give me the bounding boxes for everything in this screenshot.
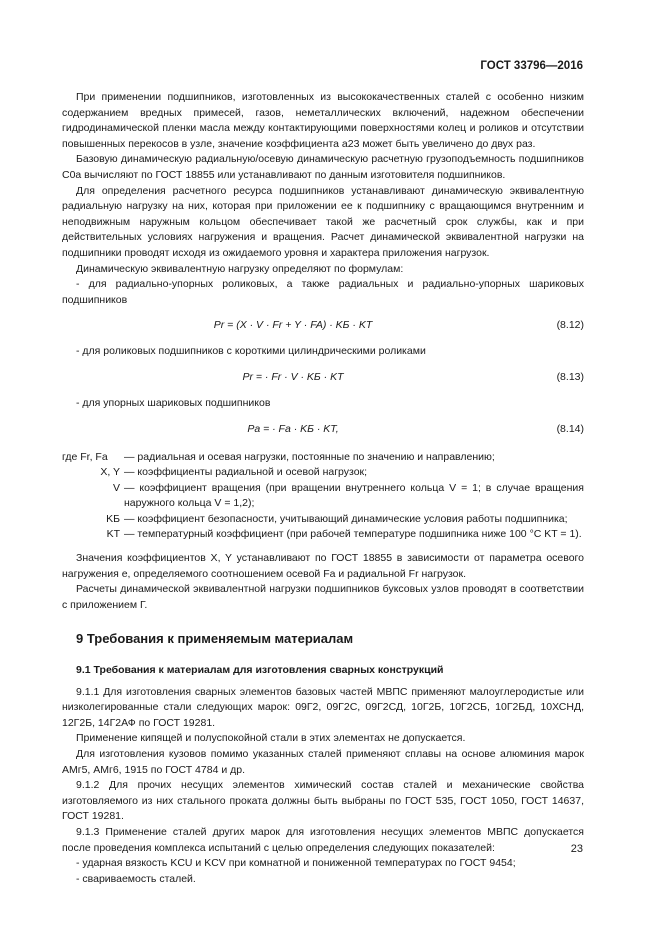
formula-number: (8.13) [556, 370, 584, 383]
page-number: 23 [570, 843, 583, 855]
list-item: - свариваемость сталей. [76, 872, 196, 885]
definition-symbol: V [112, 481, 120, 494]
paragraph: Расчеты динамической эквивалентной нагрузки подшипников буксовых узлов проводят в соответствии с приложением Г. [62, 583, 584, 611]
formula-expression: Pr = (X · V · Fr + Y · FA) · KБ · KT [213, 319, 373, 332]
definition-symbol: KT [106, 528, 120, 541]
formula-8-12 [62, 308, 584, 344]
definition-symbol: KБ [106, 512, 120, 525]
list-item: - для роликовых подшипников с короткими цилиндрическими роликами [76, 345, 426, 358]
definition-text: — коэффициенты радиальной и осевой нагрузок; [124, 466, 368, 479]
definition-row [62, 481, 584, 512]
list-item: - для радиально-упорных роликовых, а также радиальных и радиально-упорных шариковых подшипников [62, 278, 584, 306]
definition-text: — температурный коэффициент (при рабочей температуре подшипника ниже 100 °C KT = 1). [124, 528, 582, 541]
formula-expression: Pa = · Fa · KБ · KT, [247, 422, 339, 435]
definitions-list [62, 450, 584, 544]
definition-row [62, 465, 584, 481]
subsection-heading: 9.1 Требования к материалам для изготовления сварных конструкций [76, 664, 444, 677]
list-item: - ударная вязкость KCU и KCV при комнатной и пониженной температурах по ГОСТ 9454; [76, 857, 516, 870]
paragraph: 9.1.2 Для прочих несущих элементов химический состав сталей и механические свойства изготовляемого из них стального проката должны быть выбраны по ГОСТ 535, ГОСТ 1050, ГОСТ 14637, ГОСТ 19281. [62, 779, 584, 823]
section-heading: 9 Требования к применяемым материалам [76, 631, 354, 647]
definition-text: — коэффициент вращения (при вращении внутреннего кольца V = 1; в случае вращения наружного кольца V = 1,2); [124, 481, 584, 510]
definition-row [62, 527, 584, 543]
paragraph: Базовую динамическую радиальную/осевую динамическую расчетную грузоподъемность подшипников C0a вычисляют по ГОСТ 18855 или устанавливают по данным изготовителя подшипников. [62, 153, 584, 181]
page-content [62, 90, 584, 887]
paragraph: Применение кипящей и полуспокойной стали в этих элементах не допускается. [76, 732, 466, 745]
definition-text: — радиальная и осевая нагрузки, постоянные по значению и направлению; [124, 450, 495, 463]
paragraph: 9.1.1 Для изготовления сварных элементов базовых частей МВПС применяют малоуглеродистые или низколегированные стали следующих марок: 09Г2, 09Г2С, 09Г2СД, 10Г2Б, 10Г2СБ, 10Г2БД, 10ХСНД, 12Г2Б, 14Г2АФ по ГОСТ 19281. [62, 685, 584, 729]
formula-8-14 [62, 412, 584, 448]
formula-number: (8.14) [556, 422, 584, 435]
list-item: - для упорных шариковых подшипников [76, 396, 271, 409]
document-header: ГОСТ 33796—2016 [480, 60, 583, 72]
paragraph: При применении подшипников, изготовленных из высококачественных сталей с особенно низким содержанием вредных примесей, газов, неметаллических включений, надежном обеспечении гидродинамической пленки масла между контактирующими поверхностями колец и роликов и отсутствии повышенных перекосов в узле, значение коэффициента a23 может быть увеличено до двух раз. [62, 91, 584, 150]
definition-row [62, 512, 584, 528]
definition-symbol: X, Y [100, 466, 120, 479]
paragraph: 9.1.3 Применение сталей других марок для изготовления несущих элементов МВПС допускается после проведения комплекса испытаний с целью определения следующих показателей: [62, 825, 584, 854]
formula-number: (8.12) [556, 319, 584, 332]
definition-row [62, 450, 584, 466]
paragraph: Для определения расчетного ресурса подшипников устанавливают динамическую эквивалентную радиальную нагрузку на них, которая при приложении ее к подшипнику с вращающимся внутренним и неподвижным наружным кольцом обеспечивает такой же расчетный срок службы, как и при действительных условиях нагружения и вращения. Расчет динамической эквивалентной нагрузки на подшипники проводят исходя из ожидаемого уровня и характера приложения нагрузок. [62, 184, 584, 259]
definition-symbol: где Fr, Fa [62, 450, 108, 463]
definition-text: — коэффициент безопасности, учитывающий динамические условия работы подшипника; [124, 512, 568, 525]
formula-8-13 [62, 360, 584, 396]
paragraph: Для изготовления кузовов помимо указанных сталей применяют сплавы на основе алюминия марок АМг5, АМг6, 1915 по ГОСТ 4784 и др. [62, 748, 584, 776]
paragraph: Динамическую эквивалентную нагрузку определяют по формулам: [76, 262, 404, 275]
formula-expression: Pr = · Fr · V · KБ · KT [242, 370, 344, 383]
paragraph: Значения коэффициентов X, Y устанавливают по ГОСТ 18855 в зависимости от параметра осевого нагружения e, определяемого соотношением осевой Fa и радиальной Fr нагрузок. [62, 552, 584, 580]
